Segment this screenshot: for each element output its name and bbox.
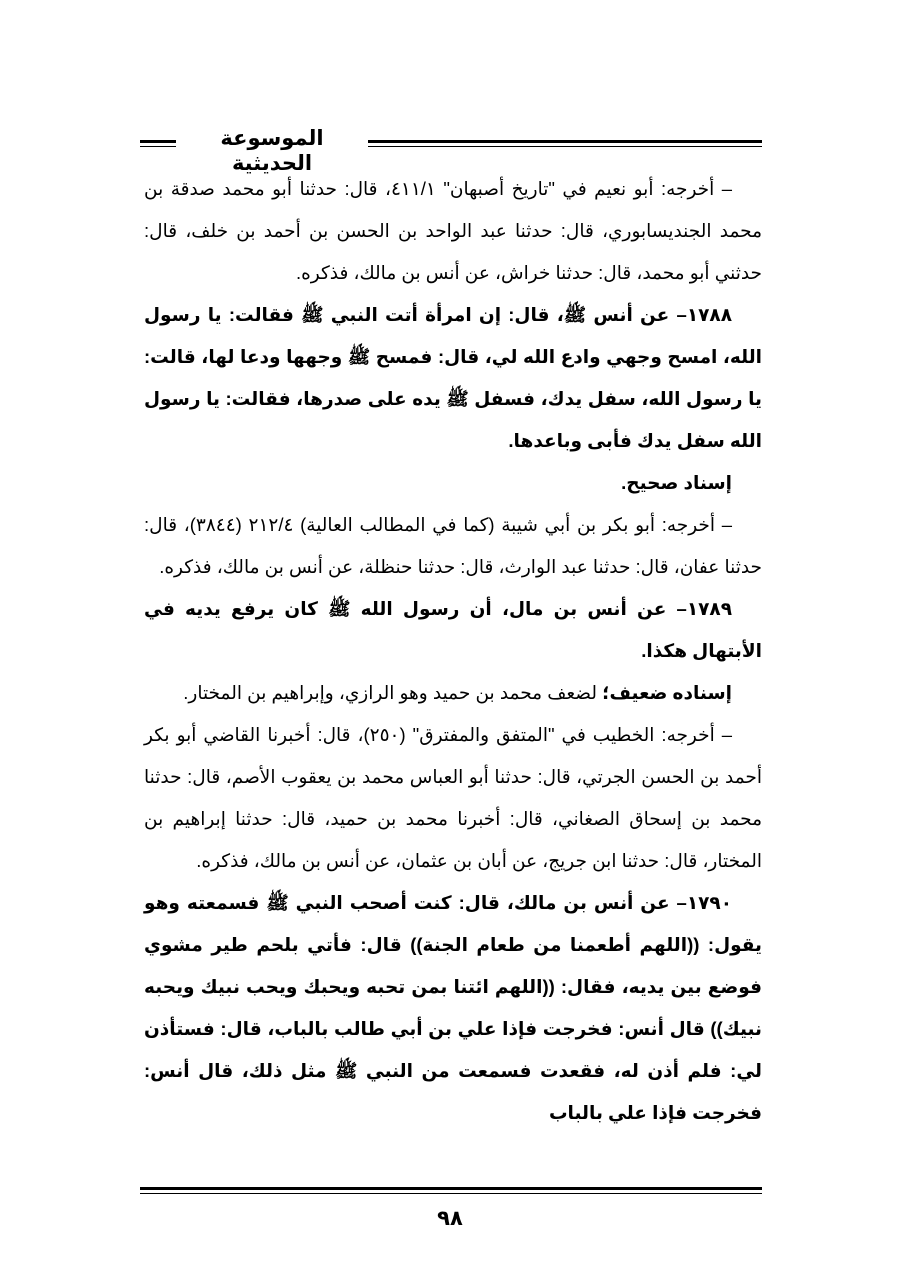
isnad-grade-1788: إسناد صحيح.	[621, 472, 732, 493]
page-body	[144, 168, 762, 1134]
paragraph-takhrij-1788: – أخرجه: أبو بكر بن أبي شيبة (كما في المطالب العالية) ٢١٢/٤ (٣٨٤٤)، قال: حدثنا عفان، قال: حدثنا عبد الوارث، قال: حدثنا حنظلة، عن أنس بن مالك، فذكره.	[144, 514, 762, 577]
book-title: الموسوعة الحديثية	[220, 127, 324, 175]
isnad-grade-label: إسناده ضعيف؛	[602, 682, 732, 703]
isnad-grade-reason: لضعف محمد بن حميد وهو الرازي، وإبراهيم بن المختار.	[183, 682, 603, 703]
paragraph-takhrij-1: – أخرجه: أبو نعيم في "تاريخ أصبهان" ٤١١/١، قال: حدثنا أبو محمد صدقة بن محمد الجنديسابوري، قال: حدثنا عبد الواحد بن الحسن بن أحمد بن خلف، قال: حدثني أبو محمد، قال: حدثنا خراش، عن أنس بن مالك، فذكره.	[144, 178, 762, 283]
footer-rule	[140, 1187, 762, 1194]
paragraph-takhrij-1789: – أخرجه: الخطيب في "المتفق والمفترق" (٢٥٠)، قال: أخبرنا القاضي أبو بكر أحمد بن الحسن الجرتي، قال: حدثنا أبو العباس محمد بن يعقوب الأصم، قال: حدثنا محمد بن إسحاق الصغاني، قال: أخبرنا محمد بن حميد، قال: حدثنا إبراهيم بن المختار، قال: حدثنا ابن جريج، عن أبان بن عثمان، عن أنس بن مالك، فذكره.	[144, 724, 762, 871]
hadith-1788: ١٧٨٨– عن أنس ﷺ، قال: إن امرأة أتت النبي ﷺ فقالت: يا رسول الله، امسح وجهي وادع الله لي، قال: فمسح ﷺ وجهها ودعا لها، قالت: يا رسول الله، سفل يدك، فسفل ﷺ يده على صدرها، فقالت: يا رسول الله سفل يدك فأبى وباعدها.	[144, 304, 762, 451]
hadith-1790: ١٧٩٠– عن أنس بن مالك، قال: كنت أصحب النبي ﷺ فسمعته وهو يقول: ((اللهم أطعمنا من طعام الجنة)) قال: فأتي بلحم طير مشوي فوضع بين يديه، فقال: ((اللهم ائتنا بمن تحبه ويحبك ويحب نبيك ويحبه نبيك)) قال أنس: فخرجت فإذا علي بن أبي طالب بالباب، قال: فستأذن لي: فلم أذن له، فقعدت فسمعت من النبي ﷺ مثل ذلك، قال أنس: فخرجت فإذا علي بالباب	[144, 892, 762, 1123]
hadith-1789: ١٧٨٩– عن أنس بن مال، أن رسول الله ﷺ كان يرفع يديه في الأبتهال هكذا.	[144, 598, 762, 661]
isnad-grade-1789	[144, 672, 762, 714]
header-rule-left	[140, 140, 176, 147]
page-number: ٩٨	[437, 1207, 463, 1230]
header-rule-right	[368, 140, 762, 147]
page-header	[140, 124, 762, 175]
